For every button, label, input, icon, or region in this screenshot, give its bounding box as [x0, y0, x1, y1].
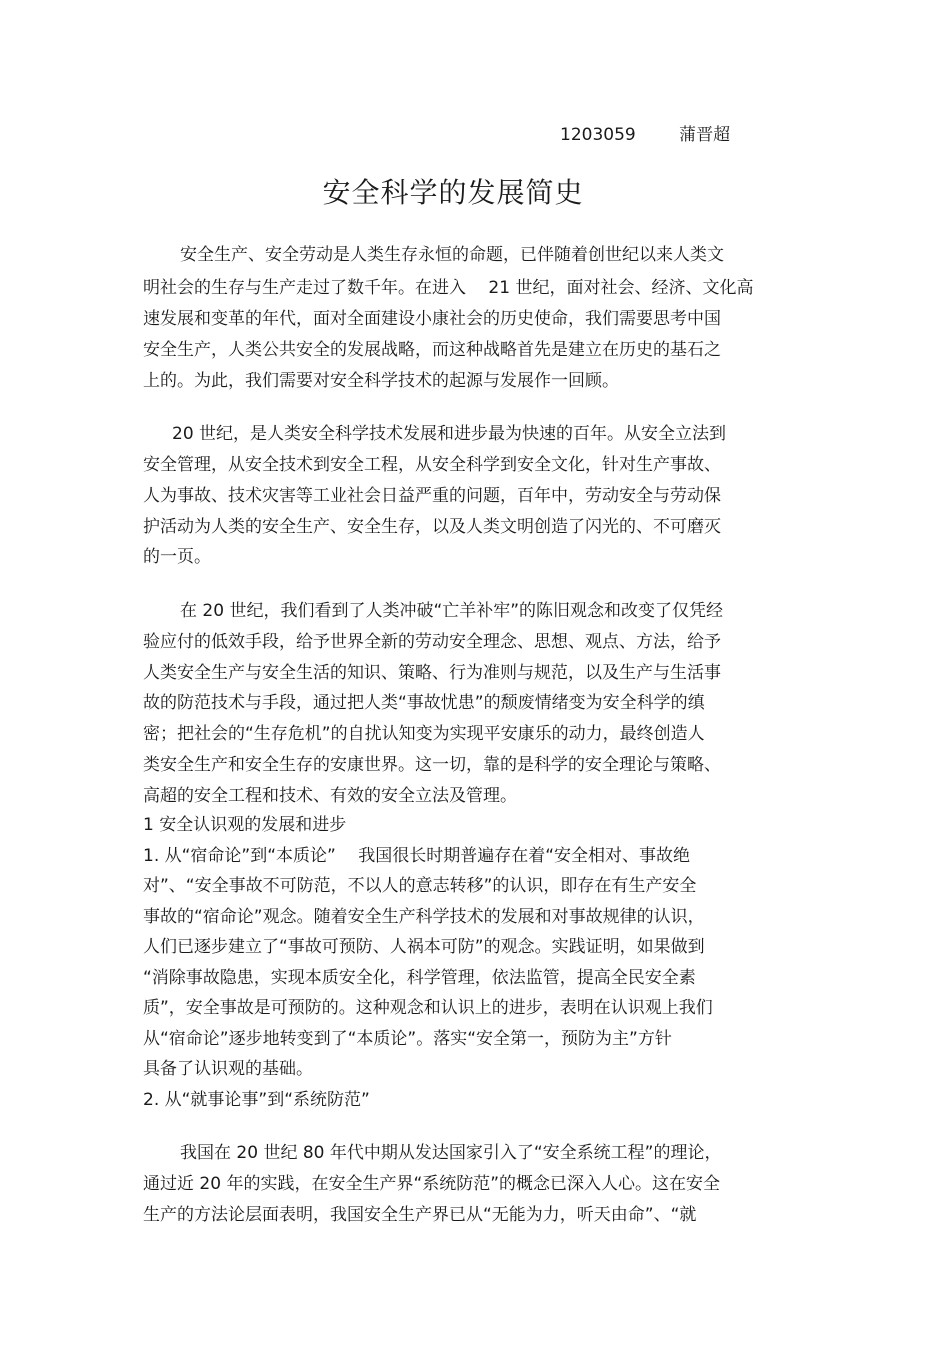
text-line: 人类安全生产与安全生活的知识、策略、行为准则与规范，以及生产与生活事	[143, 663, 721, 683]
subsection-heading: 2. 从“就事论事”到“系统防范”	[143, 1090, 370, 1110]
text-line: 安全生产、安全劳动是人类生存永恒的命题，已伴随着创世纪以来人类文	[180, 245, 724, 265]
text-line: 具备了认识观的基础。	[143, 1059, 313, 1079]
text-line: “消除事故隐患，实现本质安全化，科学管理，依法监管，提高全民安全素	[143, 968, 696, 988]
text-line: 的一页。	[143, 547, 211, 567]
section-heading: 1 安全认识观的发展和进步	[143, 815, 347, 835]
text-line: 高超的安全工程和技术、有效的安全立法及管理。	[143, 786, 517, 806]
document-title: 安全科学的发展简史	[322, 176, 584, 209]
text-line: 速发展和变革的年代，面对全面建设小康社会的历史使命，我们需要思考中国	[143, 309, 721, 329]
text-line: 通过近 20 年的实践，在安全生产界“系统防范”的概念已深入人心。这在安全	[143, 1174, 721, 1194]
text-line: 人为事故、技术灾害等工业社会日益严重的问题，百年中，劳动安全与劳动保	[143, 486, 721, 506]
student-id: 1203059	[560, 125, 636, 145]
text-line: 质”，安全事故是可预防的。这种观念和认识上的进步，表明在认识观上我们	[143, 998, 713, 1018]
text-line: 安全生产，人类公共安全的发展战略，而这种战略首先是建立在历史的基石之	[143, 340, 721, 360]
text-line: 生产的方法论层面表明，我国安全生产界已从“无能为力，听天由命”、“就	[143, 1205, 697, 1225]
text-line: 密；把社会的“生存危机”的自扰认知变为实现平安康乐的动力，最终创造人	[143, 724, 705, 744]
text-line: 20 世纪，是人类安全科学技术发展和进步最为快速的百年。从安全立法到	[172, 424, 727, 444]
text-line: 我国在 20 世纪 80 年代中期从发达国家引入了“安全系统工程”的理论，	[180, 1143, 722, 1163]
text-line: 安全管理，从安全技术到安全工程，从安全科学到安全文化，针对生产事故、	[143, 455, 721, 475]
text-line: 类安全生产和安全生存的安康世界。这一切，靠的是科学的安全理论与策略、	[143, 755, 721, 775]
text-line: 对”、“安全事故不可防范，不以人的意志转移”的认识，即存在有生产安全	[143, 876, 697, 896]
text-line: 从“宿命论”逐步地转变到了“本质论”。落实“安全第一，预防为主”方针	[143, 1029, 672, 1049]
text-line: 1. 从“宿命论”到“本质论” 我国很长时期普遍存在着“安全相对、事故绝	[143, 846, 691, 866]
text-line: 护活动为人类的安全生产、安全生存，以及人类文明创造了闪光的、不可磨灭	[143, 517, 721, 537]
text-line: 故的防范技术与手段，通过把人类“事故忧患”的颓废情绪变为安全科学的缜	[143, 693, 705, 713]
text-line: 上的。为此，我们需要对安全科学技术的起源与发展作一回顾。	[143, 371, 619, 391]
text-line: 人们已逐步建立了“事故可预防、人祸本可防”的观念。实践证明，如果做到	[143, 937, 705, 957]
text-line: 事故的“宿命论”观念。随着安全生产科学技术的发展和对事故规律的认识，	[143, 907, 705, 927]
text-line: 在 20 世纪，我们看到了人类冲破“亡羊补牢”的陈旧观念和改变了仅凭经	[180, 601, 724, 621]
text-line: 验应付的低效手段，给予世界全新的劳动安全理念、思想、观点、方法，给予	[143, 632, 721, 652]
author-line	[560, 124, 730, 146]
text-line: 明社会的生存与生产走过了数千年。在进入 21 世纪，面对社会、经济、文化高	[143, 278, 754, 298]
author-name: 蒲晋超	[679, 125, 731, 145]
